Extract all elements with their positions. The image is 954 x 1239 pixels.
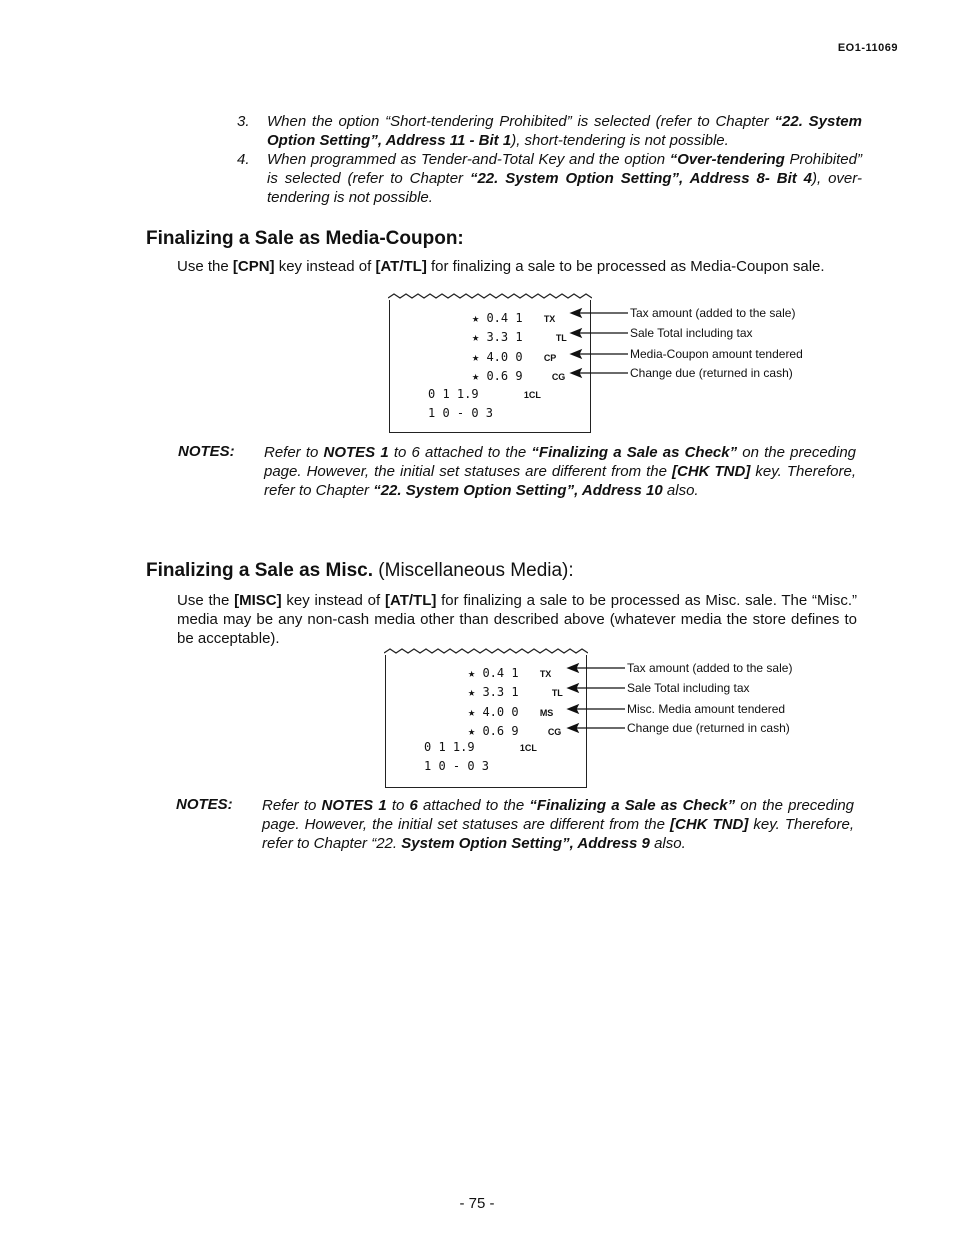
receipt-value: ★ 0.4 1 (468, 666, 519, 680)
section-body-media-coupon (177, 257, 857, 276)
document-number: EO1-11069 (837, 42, 898, 54)
body-text: Use the (177, 592, 235, 609)
callout-media: Media-Coupon amount tendered (630, 347, 803, 361)
body-text: on the preceding page. However, the initial set statuses are different from the (262, 797, 854, 833)
body-text: key instead of (274, 258, 376, 275)
body-text: for finalizing a sale to be processed as Media-Coupon sale. (426, 258, 825, 275)
body-text: When the option “Short-tendering Prohibited” is selected (refer to Chapter (267, 113, 775, 130)
heading-bold: Finalizing a Sale as Misc. (146, 560, 374, 581)
receipt-value: 0 1 1.9 (424, 740, 475, 754)
receipt-code: CP (543, 353, 557, 363)
heading-light: (Miscellaneous Media): (373, 560, 574, 581)
body-text: key instead of (281, 592, 385, 609)
numbered-list (237, 112, 862, 207)
emphasis-text: [AT/TL] (375, 258, 427, 275)
callout-arrows (568, 305, 632, 380)
body-text: Use the (177, 258, 233, 275)
receipt-misc (385, 655, 587, 788)
body-text: Refer to (262, 797, 322, 814)
receipt-line-consecutive (424, 740, 537, 754)
body-text: to 6 attached to the (388, 444, 532, 461)
callout-tax: Tax amount (added to the sale) (627, 661, 793, 675)
receipt-value: ★ 0.6 9 (472, 369, 523, 383)
receipt-code: MS (539, 708, 554, 718)
callout-change: Change due (returned in cash) (627, 721, 790, 735)
body-text: also. (662, 482, 699, 499)
receipt-tear-edge (388, 292, 592, 302)
receipt-line-media (472, 350, 556, 364)
list-number: 4. (237, 151, 250, 168)
list-item-3 (237, 112, 862, 150)
body-text: on the preceding page. However, the initial set statuses are different from the (264, 444, 857, 480)
callout-total: Sale Total including tax (627, 681, 750, 695)
emphasis-text: NOTES 1 (323, 444, 389, 461)
receipt-code: CG (551, 372, 566, 382)
page-number: - 75 - (459, 1195, 495, 1212)
body-text: Refer to (264, 444, 324, 461)
receipt-code: 1CL (519, 743, 537, 753)
emphasis-text: “22. System Option Setting”, Address 11 - Bit 1 (267, 113, 862, 149)
notes-text (262, 796, 854, 853)
receipt-value: 1 0 - 0 3 (428, 406, 494, 420)
callout-tax: Tax amount (added to the sale) (630, 306, 796, 320)
callout-arrows (565, 660, 629, 735)
receipt-line-consecutive (428, 387, 541, 401)
body-text: to (386, 797, 410, 814)
callout-change: Change due (returned in cash) (630, 366, 793, 380)
emphasis-text: [AT/TL] (384, 592, 437, 609)
receipt-tear-edge (384, 647, 588, 657)
body-text: key. Therefore, refer to Chapter (264, 463, 857, 499)
emphasis-text: “22. System Option Setting”, Address 8- Bit 4 (469, 170, 813, 187)
emphasis-text: NOTES 1 (321, 797, 387, 814)
receipt-code: 1CL (523, 390, 541, 400)
body-text: Prohibited” is selected (refer to Chapter (267, 151, 862, 187)
receipt-line-date (428, 406, 493, 420)
heading-bold: Finalizing a Sale as Media-Coupon: (146, 228, 464, 249)
receipt-code: TL (555, 333, 567, 343)
receipt-line-change (472, 369, 565, 383)
receipt-code: TX (539, 669, 552, 679)
receipt-code: TL (551, 688, 563, 698)
receipt-value: ★ 3.3 1 (472, 330, 523, 344)
body-text: ), over-tendering is not possible. (267, 170, 862, 206)
receipt-line-total (468, 685, 563, 699)
emphasis-text: System Option Setting”, Address 9 (401, 835, 650, 852)
emphasis-text: 6 (409, 797, 418, 814)
receipt-line-tax (468, 666, 551, 680)
emphasis-text: “Over-tendering (669, 151, 785, 168)
notes-text (264, 443, 856, 500)
receipt-value: ★ 4.0 0 (468, 705, 519, 719)
body-text: also. (649, 835, 686, 852)
callout-media: Misc. Media amount tendered (627, 702, 786, 716)
receipt-value: 1 0 - 0 3 (424, 759, 490, 773)
list-text (267, 151, 862, 206)
notes-label: NOTES: (178, 443, 235, 460)
section-heading-media-coupon (146, 228, 464, 250)
list-number: 3. (237, 113, 250, 130)
receipt-media-coupon (389, 300, 591, 433)
receipt-line-date (424, 759, 489, 773)
receipt-line-media (468, 705, 553, 719)
emphasis-text: [CHK TND] (670, 816, 749, 833)
receipt-value: ★ 4.0 0 (472, 350, 523, 364)
emphasis-text: [CPN] (232, 258, 275, 275)
list-item-4 (237, 150, 862, 207)
emphasis-text: [MISC] (234, 592, 282, 609)
section-body-misc (177, 591, 857, 648)
receipt-value: ★ 3.3 1 (468, 685, 519, 699)
emphasis-text: “Finalizing a Sale as Check” (531, 444, 738, 461)
receipt-code: CG (547, 727, 562, 737)
emphasis-text: “Finalizing a Sale as Check” (529, 797, 736, 814)
receipt-line-tax (472, 311, 555, 325)
section-heading-misc (146, 560, 574, 582)
body-text: ), short-tendering is not possible. (511, 132, 729, 149)
receipt-value: ★ 0.6 9 (468, 724, 519, 738)
callout-total: Sale Total including tax (630, 326, 753, 340)
body-text: When programmed as Tender-and-Total Key and the option (267, 151, 670, 168)
receipt-value: 0 1 1.9 (428, 387, 479, 401)
receipt-code: TX (543, 314, 556, 324)
body-text: key. Therefore, refer to Chapter “22. (262, 816, 855, 852)
receipt-value: ★ 0.4 1 (472, 311, 523, 325)
receipt-line-change (468, 724, 561, 738)
notes-label: NOTES: (176, 796, 233, 813)
emphasis-text: [CHK TND] (672, 463, 751, 480)
emphasis-text: “22. System Option Setting”, Address 10 (373, 482, 663, 499)
body-text: for finalizing a sale to be processed as Misc. sale. The “Misc.” media may be any non-cash media other than described above (whatever media the store defines to be acceptable). (177, 592, 857, 647)
body-text: attached to the (417, 797, 530, 814)
receipt-line-total (472, 330, 567, 344)
list-text (267, 113, 862, 149)
